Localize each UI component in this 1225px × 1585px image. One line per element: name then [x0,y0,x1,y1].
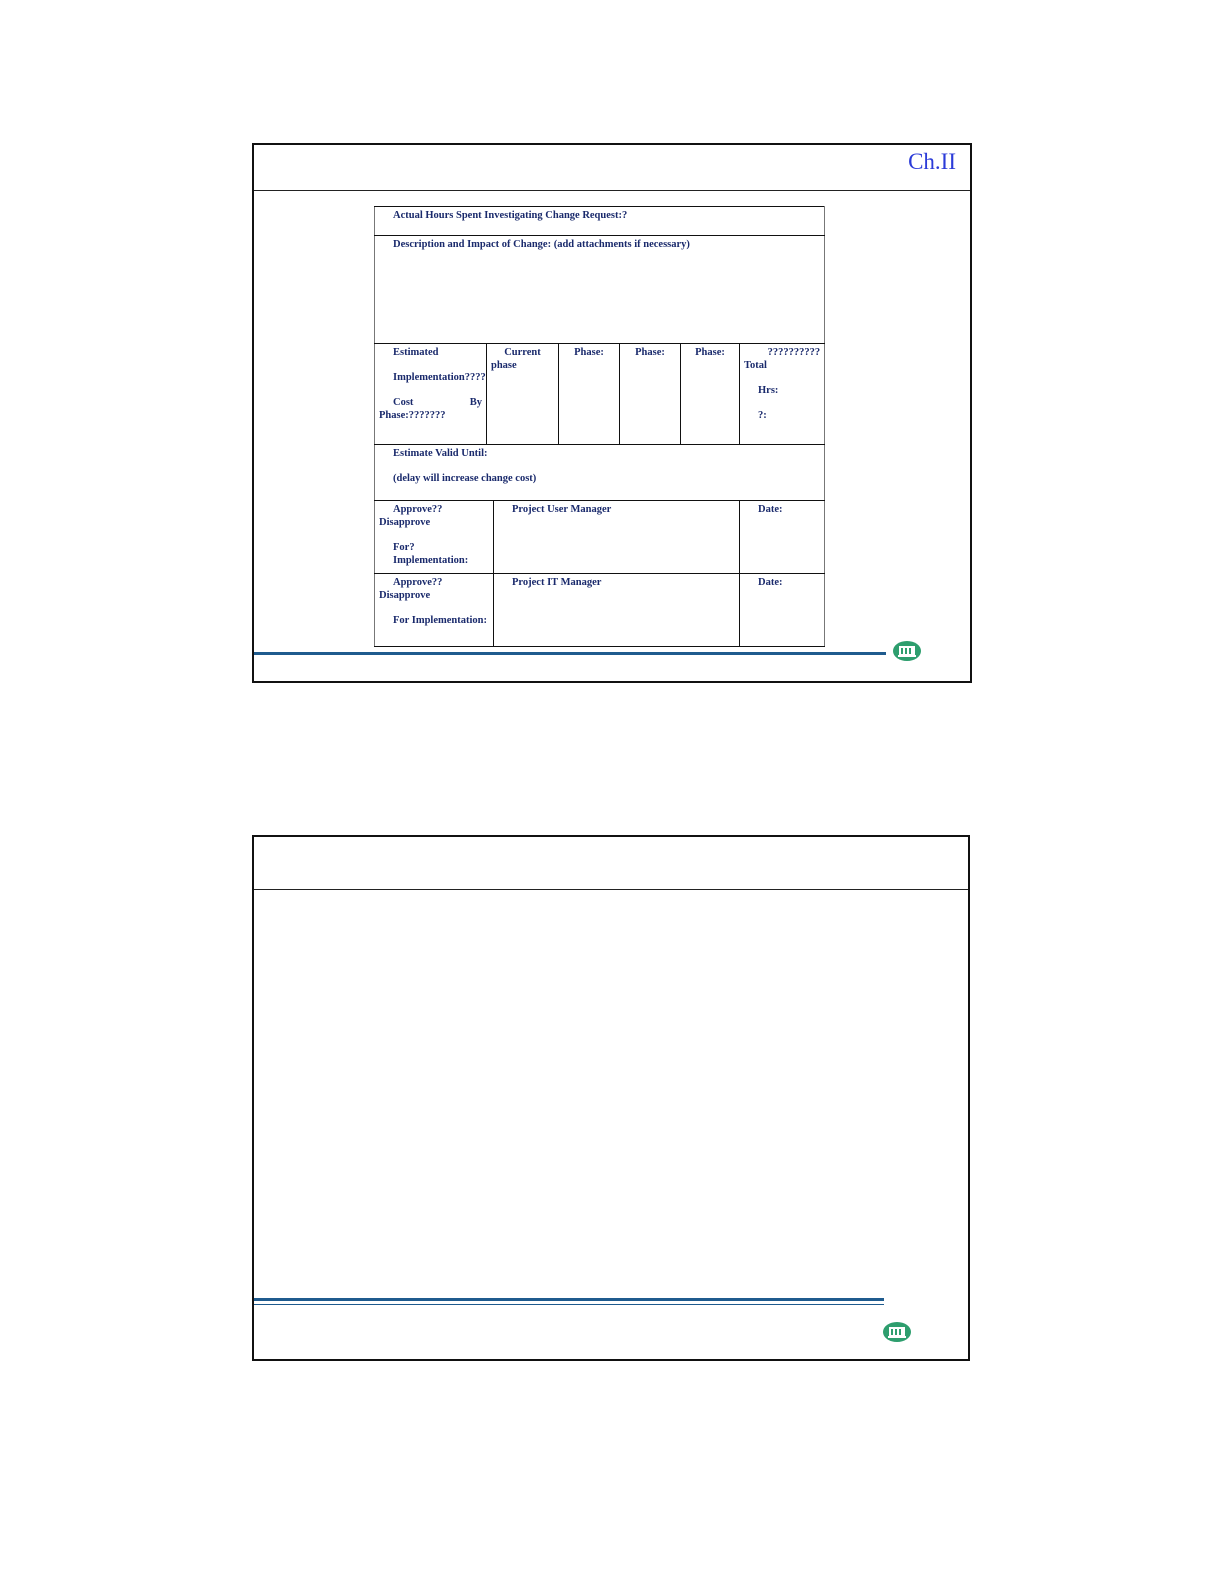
total-hours-cell [740,344,825,445]
phase-cell-3 [681,344,740,445]
description-label: Description and Impact of Change: (add attachments if necessary) [393,239,690,250]
footer-bar-bottom [254,1304,884,1305]
current-phase-line2: phase [491,360,517,372]
estimate-valid-label: Estimate Valid Until: [393,448,488,459]
phase-cell-1 [559,344,620,445]
phase-header-3: Phase: [695,347,725,358]
phase-header-1: Phase: [574,347,604,358]
description-cell [375,236,825,344]
total-line3: Hrs: [758,385,779,397]
phase-cell-2 [620,344,681,445]
date-cell-2 [740,574,825,647]
approve-line3: For Implementation: [393,615,488,627]
actual-hours-cell [375,207,825,236]
date-label-2: Date: [758,577,783,588]
footer-bar [254,652,886,655]
approve-cell-1 [375,501,494,574]
actual-hours-label: Actual Hours Spent Investigating Change Request:? [393,210,628,221]
approve-line1: Approve?? [393,504,443,515]
approve-line3: For? Implementation: [393,542,469,567]
change-request-form [374,206,825,647]
estimated-line3-right: By [469,397,482,409]
approve-cell-2 [375,574,494,647]
slide-2 [252,835,970,1361]
estimate-valid-note: (delay will increase change cost) [393,473,537,485]
total-line2: Total [744,360,767,372]
estimated-cost-cell [375,344,487,445]
approve-line1: Approve?? [393,577,443,588]
phase-header-2: Phase: [635,347,665,358]
manager-cell-2 [494,574,740,647]
estimated-line4: Phase:??????? [379,410,446,422]
header-divider [254,190,970,191]
footer-bar-top [254,1298,884,1301]
manager-cell-1 [494,501,740,574]
date-cell-1 [740,501,825,574]
university-logo-icon [892,640,922,662]
date-label-1: Date: [758,504,783,515]
header-divider [254,889,968,890]
estimated-line1: Estimated [393,347,439,358]
current-phase-cell [487,344,559,445]
manager-label-2: Project IT Manager [512,577,602,588]
slide-1 [252,143,972,683]
estimated-line2: Implementation???? [393,372,486,384]
chapter-label: Ch.II [908,149,956,174]
estimated-line3-left: Cost [393,397,414,409]
current-phase-line1: Current [504,347,541,358]
university-logo-icon [882,1321,912,1343]
approve-line2: Disapprove [379,517,431,529]
total-line4: ?: [758,410,767,422]
estimate-valid-cell [375,445,825,501]
manager-label-1: Project User Manager [512,504,612,515]
total-line1: ?????????? [767,347,821,358]
approve-line2: Disapprove [379,590,431,602]
